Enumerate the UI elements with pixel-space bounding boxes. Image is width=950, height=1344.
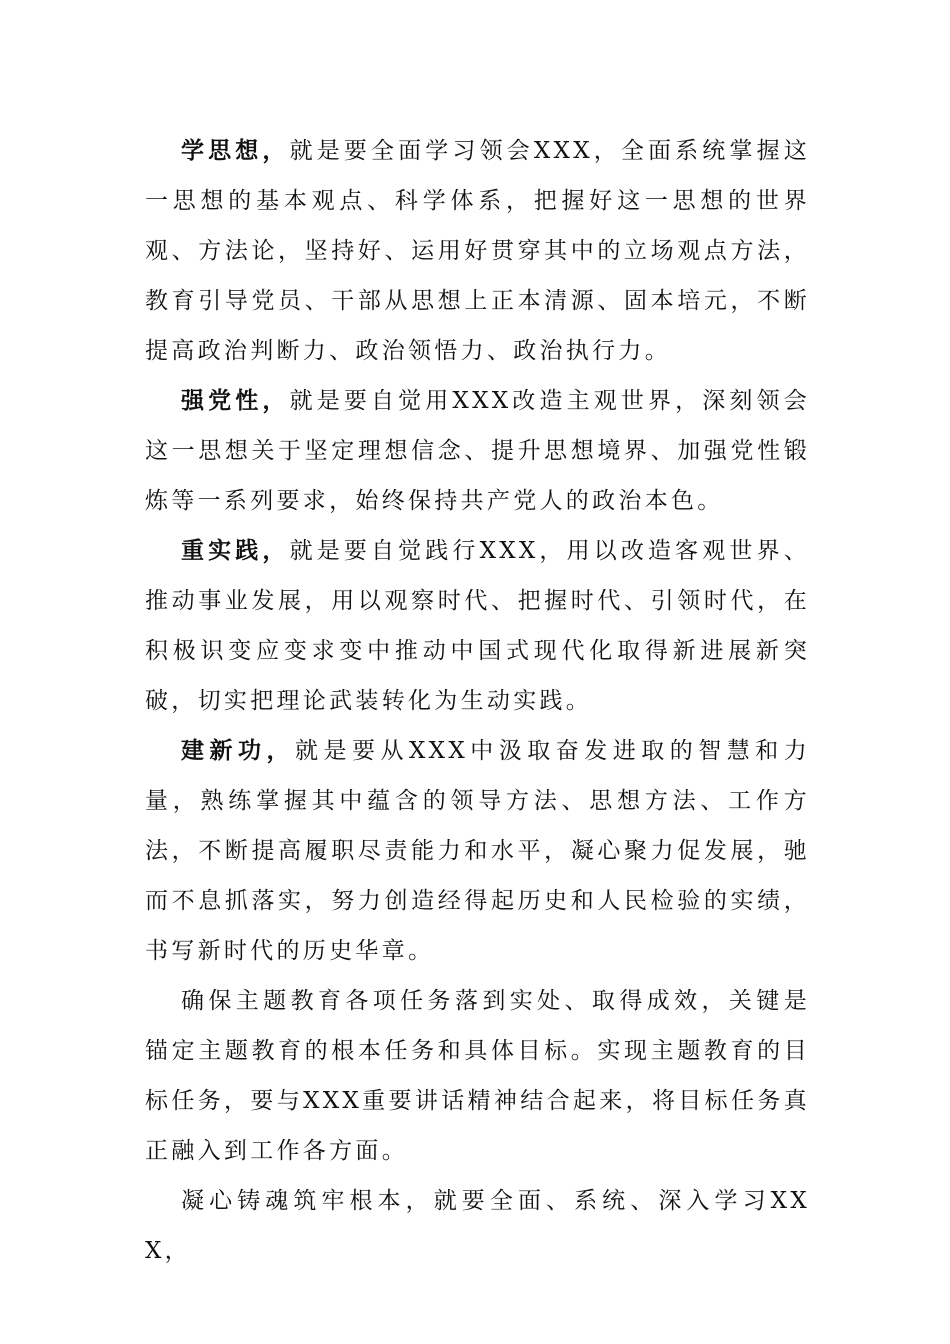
paragraph-text: 确保主题教育各项任务落到实处、取得成效，关键是锚定主题教育的根本任务和具体目标。实现主题教育的目标任务，要与XXX重要讲话精神结合起来，将目标任务真正融入到工作各方面。 [145, 988, 810, 1164]
paragraph-study-thought [145, 126, 810, 376]
paragraph-lead: 强党性， [181, 388, 290, 414]
paragraph-forge-soul [145, 1176, 810, 1276]
paragraph-ensure-tasks [145, 976, 810, 1176]
paragraph-lead: 重实践， [181, 538, 290, 564]
paragraph-emphasize-practice [145, 526, 810, 726]
paragraph-text: 就是要自觉用XXX改造主观世界，深刻领会这一思想关于坚定理想信念、提升思想境界、加强党性锻炼等一系列要求，始终保持共产党人的政治本色。 [145, 388, 811, 514]
paragraph-text: 就是要自觉践行XXX，用以改造客观世界、推动事业发展，用以观察时代、把握时代、引领时代，在积极识变应变求变中推动中国式现代化取得新进展新突破，切实把理论武装转化为生动实践。 [145, 538, 811, 714]
paragraph-lead: 建新功， [181, 738, 295, 764]
paragraph-strengthen-party-spirit [145, 376, 810, 526]
paragraph-lead: 学思想， [181, 138, 290, 164]
paragraph-new-achievements [145, 726, 810, 976]
paragraph-text: 就是要全面学习领会XXX，全面系统掌握这一思想的基本观点、科学体系，把握好这一思想的世界观、方法论，坚持好、运用好贯穿其中的立场观点方法，教育引导党员、干部从思想上正本清源、固本培元，不断提高政治判断力、政治领悟力、政治执行力。 [145, 138, 811, 364]
paragraph-text: 凝心铸魂筑牢根本，就要全面、系统、深入学习XXX， [145, 1188, 810, 1264]
paragraph-text: 就是要从XXX中汲取奋发进取的智慧和力量，熟练掌握其中蕴含的领导方法、思想方法、工作方法，不断提高履职尽责能力和水平，凝心聚力促发展，驰而不息抓落实，努力创造经得起历史和人民检验的实绩，书写新时代的历史华章。 [145, 738, 810, 964]
